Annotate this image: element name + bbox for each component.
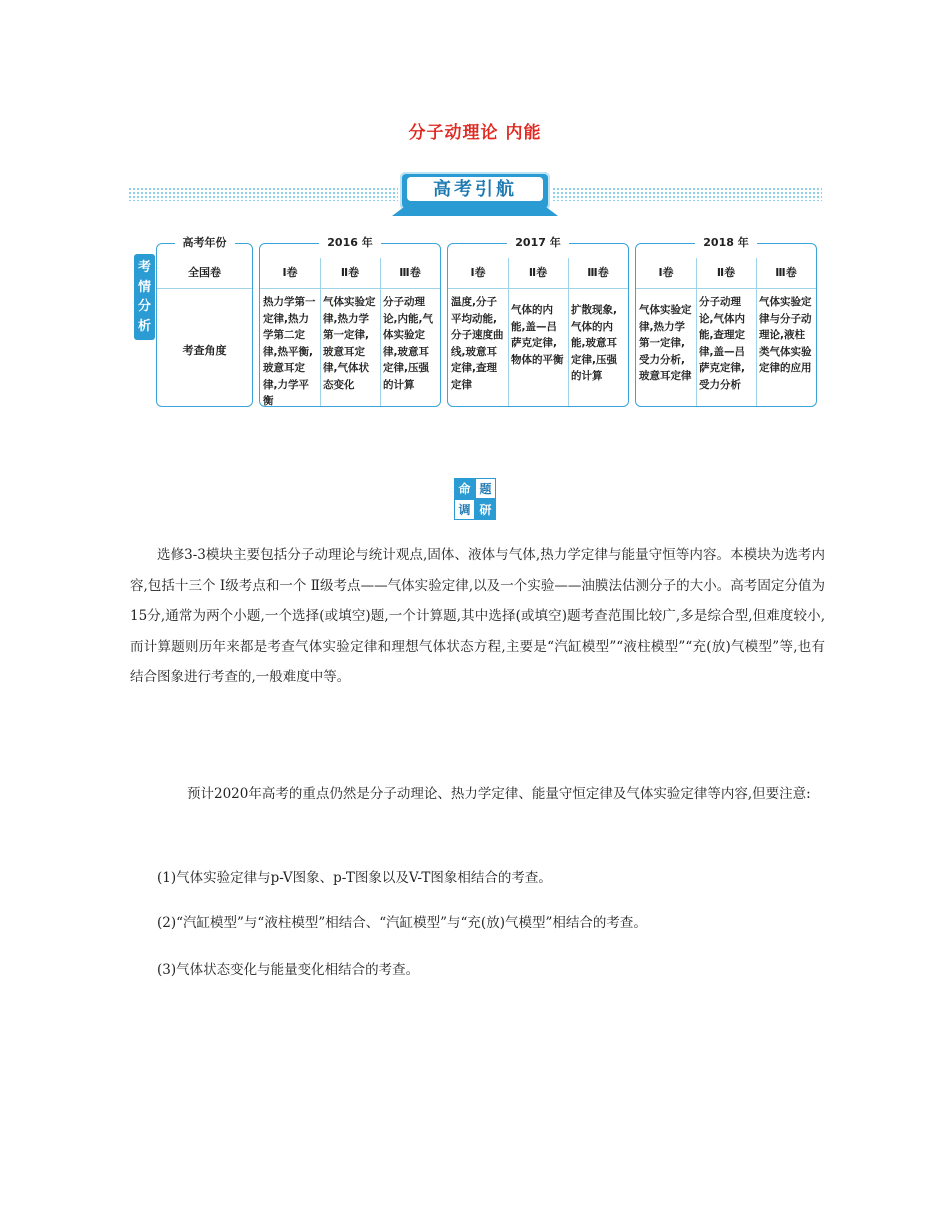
badge-char: 命 [454, 478, 475, 499]
badge-char: 题 [475, 478, 496, 499]
paper-column [448, 244, 508, 406]
paper-content: 气体的内能,盖—吕萨克定律,物体的平衡 [511, 304, 564, 366]
paper-column [756, 244, 816, 406]
year-panel-2017 [447, 236, 629, 407]
note-item-1: (1)气体实验定律与p-V图象、p-T图象以及V-T图象相结合的考查。 [157, 870, 552, 886]
year-panel-2016 [259, 236, 441, 407]
year-label: 2018 年 [695, 236, 756, 249]
paper-name: Ⅲ卷 [399, 266, 421, 279]
note-item-3: (3)气体状态变化与能量变化相结合的考查。 [157, 962, 420, 978]
note-item-2: (2)“汽缸模型”与“液柱模型”相结合、“汽缸模型”与“充(放)气模型”相结合的考查。 [157, 915, 647, 931]
paper-name: Ⅲ卷 [587, 266, 609, 279]
paper-name: Ⅲ卷 [775, 266, 797, 279]
paper-column [260, 244, 320, 406]
paper-content: 热力学第一定律,热力学第二定律,热平衡,玻意耳定律,力学平衡 [263, 296, 316, 407]
side-char: 考 [137, 260, 151, 276]
topic-label: 考查角度 [182, 344, 227, 357]
side-char: 情 [137, 279, 151, 295]
intro-paragraph: 选修3-3模块主要包括分子动理论与统计观点,固体、液体与气体,热力学定律与能量守恒等内容。本模块为选考内容,包括十三个 Ⅰ级考点和一个 Ⅱ级考点——气体实验定律,以及一个实验——油膜法估测分子的大小。高考固定分值为15分,通常为两个小题,一个选择(或填空)题,一个计算题,其中选择(或填空)题考查范围比较广,多是综合型,但难度较小,而计算题则历年来都是考查气体实验定律和理想气体状态方程,主要是“汽缸模型”“液柱模型”“充(放)气模型”等,也有结合图象进行考查的,一般难度中等。 [130, 547, 825, 685]
side-char: 析 [137, 318, 151, 334]
research-badge [454, 478, 496, 520]
year-label: 2016 年 [319, 236, 380, 249]
year-header-label: 高考年份 [175, 236, 235, 249]
page-title: 分子动理论 内能 [408, 123, 542, 143]
paper-column [568, 244, 628, 406]
paper-column [320, 244, 380, 406]
paper-name: Ⅱ卷 [528, 266, 548, 279]
paper-column [508, 244, 568, 406]
banner-label: 高考引航 [407, 177, 543, 201]
paper-name: Ⅱ卷 [716, 266, 736, 279]
paper-type-label: 全国卷 [188, 266, 221, 279]
year-label: 2017 年 [507, 236, 568, 249]
paper-column [380, 244, 440, 406]
paper-content: 分子动理论,气体内能,查理定律,盖—吕萨克定律,受力分析 [699, 296, 745, 391]
paper-name: Ⅰ卷 [470, 266, 486, 279]
forecast-paragraph: 预计2020年高考的重点仍然是分子动理论、热力学定律、能量守恒定律及气体实验定律等内容,但要注意: [187, 786, 811, 802]
paper-column [636, 244, 696, 406]
paper-name: Ⅰ卷 [282, 266, 298, 279]
paper-content: 气体实验定律,热力学第一定律,玻意耳定律,气体状态变化 [323, 296, 376, 391]
paper-content: 气体实验定律,热力学第一定律,受力分析,玻意耳定律 [639, 304, 692, 382]
paper-name: Ⅱ卷 [340, 266, 360, 279]
paper-column [696, 244, 756, 406]
paper-content: 分子动理论,内能,气体实验定律,玻意耳定律,压强的计算 [383, 296, 433, 391]
section-banner [128, 172, 822, 216]
paper-name: Ⅰ卷 [658, 266, 674, 279]
side-label [134, 254, 155, 340]
paper-content: 扩散现象,气体的内能,玻意耳定律,压强的计算 [571, 304, 617, 382]
paper-content: 气体实验定律与分子动理论,液柱类气体实验定律的应用 [759, 296, 812, 374]
side-char: 分 [137, 299, 151, 315]
badge-char: 研 [475, 499, 496, 520]
banner-dots-left [128, 187, 398, 201]
year-panel-2018 [635, 236, 817, 407]
paper-content: 温度,分子平均动能,分子速度曲线,玻意耳定律,查理定律 [451, 296, 504, 391]
banner-tab [400, 172, 550, 210]
table-label-column [156, 236, 253, 407]
banner-dots-right [552, 187, 822, 201]
badge-char: 调 [454, 499, 475, 520]
